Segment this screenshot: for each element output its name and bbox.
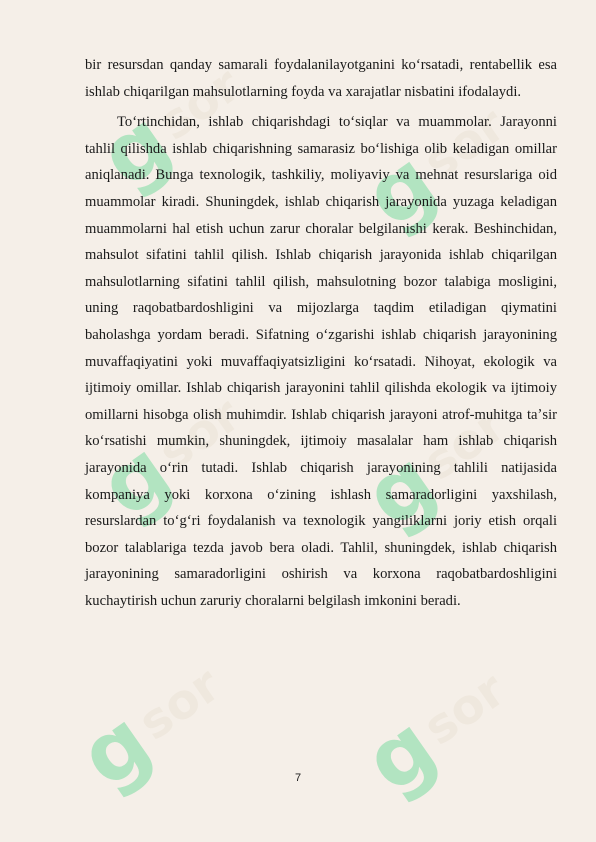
watermark-word: sor — [148, 56, 251, 152]
watermark-mark: g — [347, 696, 453, 812]
watermark-word: sor — [413, 661, 516, 757]
page-number: 7 — [294, 772, 302, 784]
watermark-mark: g — [62, 691, 168, 807]
watermark-word: sor — [128, 656, 231, 752]
watermark-word: sor — [148, 386, 251, 482]
watermark-word: sor — [413, 96, 516, 192]
watermark-logo — [347, 661, 520, 815]
paragraph: bir resursdan qanday samarali foydalanilayotganini koʻrsatadi, rentabellik esa ishlab chiqarilgan mahsulotlarning foyda va xarajatlar nisbatini ifodalaydi. — [85, 57, 557, 100]
watermark-logo — [62, 656, 235, 810]
watermark-mark: g — [82, 421, 188, 537]
watermark-word: sor — [413, 396, 516, 492]
paragraph: Toʻrtinchidan, ishlab chiqarishdagi toʻsiqlar va muammolar. Jarayonni tahlil qilishda ishlab chiqarishning samarasiz boʻlishiga olib keladigan omillar aniqlanadi. Bunga texnologik, tashkiliy, moliyaviy va mehnat resurslariga oid muammolar kiradi. Shuningdek, ishlab chiqarish jarayonida yuzaga keladigan muammolarni hal etish uchun zarur choralar belgilanishi kerak. Beshinchidan, mahsulot sifatini tahlil qilish. Ishlab chiqarish jarayonida ishlab chiqarilgan mahsulotlarning sifatini tahlil qilish, mahsulotning bozor talabiga mosligini, uning raqobatbardoshligini va mijozlarga taqdim etiladigan qiymatini baholashga yordam beradi. Sifatning oʻzgarishi ishlab chiqarish jarayonining muvaffaqiyatini yoki muvaffaqiyatsizligini koʻrsatadi. Nihoyat, ekologik va ijtimoiy omillar. Ishlab chiqarish jarayonini tahlil qilishda ekologik va ijtimoiy omillarni hisobga olish muhimdir. Ishlab chiqarish jarayoni atrof-muhitga taʼsir koʻrsatishi mumkin, shuningdek, ijtimoiy masalalar ham ishlab chiqarish jarayonida oʻrin tutadi. Ishlab chiqarish jarayonining tahlili natijasida kompaniya yoki korxona oʻzining ishlash samaradorligini yaxshilash, resurslardan toʻgʻri foydalanish va texnologik yangiliklarni joriy etish orqali bozor talablariga tezda javob bera oladi. Tahlil, shuningdek, ishlab chiqarish jarayonining samaradorligini oshirish va korxona raqobatbardoshligini kuchaytirish uchun zaruriy choralarni belgilash imkonini beradi. — [85, 114, 557, 609]
watermark-mark: g — [82, 91, 188, 207]
watermark-mark: g — [347, 431, 453, 547]
document-body — [85, 52, 557, 614]
watermark-mark: g — [347, 131, 453, 247]
